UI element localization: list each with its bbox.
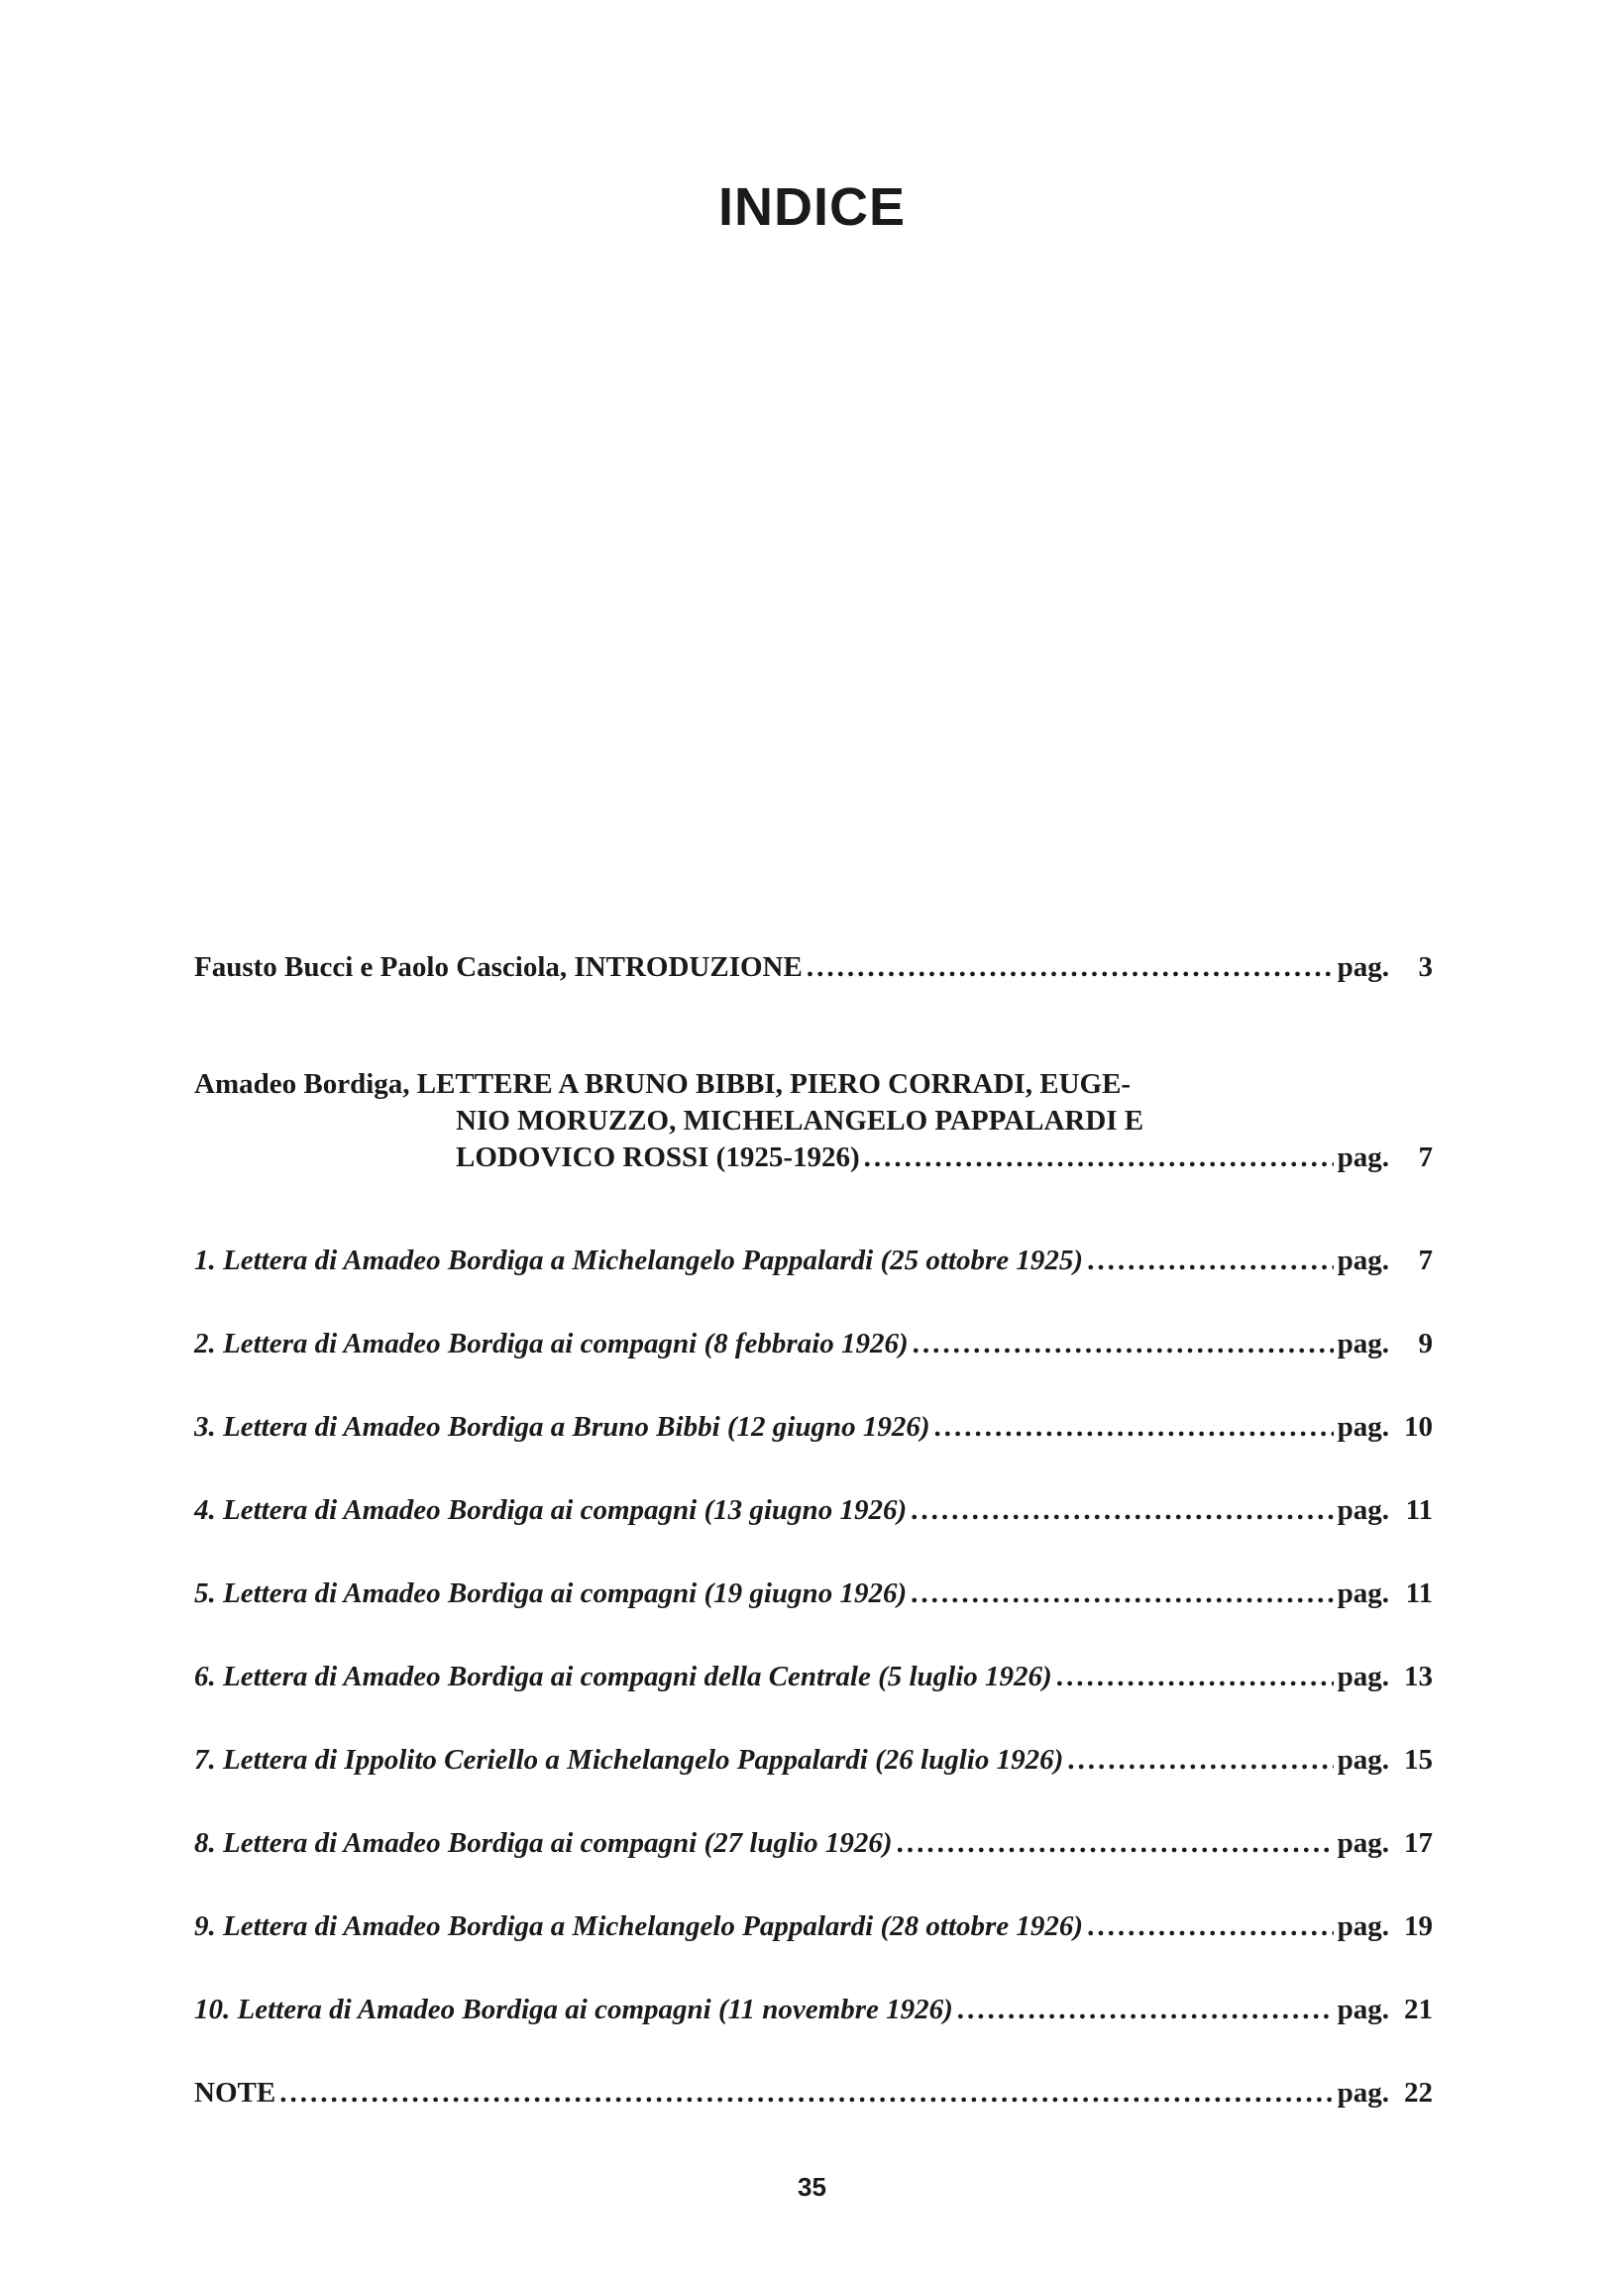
toc-page-ref — [1338, 1825, 1433, 1861]
page-number: 11 — [1405, 1494, 1433, 1526]
pag-label: pag. — [1337, 1328, 1389, 1359]
dot-leader — [1087, 1243, 1334, 1278]
pag-label: pag. — [1337, 1494, 1389, 1526]
toc-entry-introduction — [194, 949, 1433, 985]
page-number: 19 — [1404, 1910, 1433, 1942]
toc-entry — [194, 1492, 1433, 1528]
page-number: 13 — [1404, 1661, 1433, 1692]
toc-entry-text: 4. Lettera di Amadeo Bordiga ai compagni (13 giugno 1926) — [194, 1494, 908, 1526]
toc-page-ref — [1338, 2075, 1433, 2111]
page-number: 7 — [1418, 1245, 1433, 1276]
toc-page-ref — [1338, 949, 1433, 985]
section-heading-line: Amadeo Bordiga, LETTERE A BRUNO BIBBI, PIERO CORRADI, EUGE- — [194, 1068, 1132, 1100]
dot-leader — [807, 949, 1334, 985]
dot-leader — [913, 1326, 1334, 1361]
toc-entry-text: 5. Lettera di Amadeo Bordiga ai compagni (19 giugno 1926) — [194, 1577, 908, 1609]
toc-entry — [194, 1409, 1433, 1445]
dot-leader — [279, 2075, 1333, 2111]
dot-leader — [934, 1409, 1334, 1445]
pag-label: pag. — [1337, 1245, 1389, 1276]
toc-page-ref — [1338, 1992, 1433, 2027]
page-title: INDICE — [717, 177, 906, 237]
pag-label: pag. — [1337, 1910, 1389, 1942]
pag-label: pag. — [1337, 1994, 1389, 2025]
pag-label: pag. — [1337, 951, 1389, 983]
pag-label: pag. — [1337, 1411, 1389, 1443]
page-number: 21 — [1404, 1994, 1433, 2025]
pag-label: pag. — [1337, 1827, 1389, 1859]
toc-page-ref — [1338, 1409, 1433, 1445]
pag-label: pag. — [1337, 1141, 1389, 1173]
toc-entry-text: 7. Lettera di Ippolito Ceriello a Michelangelo Pappalardi (26 luglio 1926) — [194, 1744, 1064, 1776]
page-number: 15 — [1404, 1744, 1433, 1776]
toc-page-ref — [1338, 1908, 1433, 1944]
page-number: 9 — [1418, 1328, 1433, 1359]
toc-entry — [194, 1575, 1433, 1611]
toc-page-ref — [1338, 1243, 1433, 1278]
dot-leader — [1067, 1742, 1333, 1778]
page-number: 3 — [1418, 951, 1433, 983]
page-number: 10 — [1404, 1411, 1433, 1443]
section-heading-line: LODOVICO ROSSI (1925-1926) — [456, 1141, 860, 1173]
toc-entry-text: 6. Lettera di Amadeo Bordiga ai compagni della Centrale (5 luglio 1926) — [194, 1661, 1052, 1692]
page-number: 22 — [1404, 2077, 1433, 2109]
toc-entry — [194, 1742, 1433, 1778]
page-number: 7 — [1418, 1141, 1433, 1173]
toc-entry-text: 3. Lettera di Amadeo Bordiga a Bruno Bibbi (12 giugno 1926) — [194, 1411, 930, 1443]
pag-label: pag. — [1337, 2077, 1389, 2109]
dot-leader — [1056, 1659, 1334, 1694]
toc-entry — [194, 1243, 1433, 1278]
dot-leader — [911, 1492, 1334, 1528]
page-number: 11 — [1405, 1577, 1433, 1609]
toc-page-ref — [1338, 1140, 1433, 1175]
pag-label: pag. — [1337, 1744, 1389, 1776]
toc-page-ref — [1338, 1742, 1433, 1778]
page-number: 17 — [1404, 1827, 1433, 1859]
toc-section-letters — [194, 1066, 1433, 1175]
toc-entry-notes — [194, 2075, 1433, 2111]
toc-page-ref — [1338, 1326, 1433, 1361]
toc-entry — [194, 1825, 1433, 1861]
toc-entry — [194, 1326, 1433, 1361]
section-heading-last-line — [194, 1140, 1433, 1175]
toc-entry-text: 8. Lettera di Amadeo Bordiga ai compagni (27 luglio 1926) — [194, 1827, 893, 1859]
dot-leader — [897, 1825, 1334, 1861]
section-heading-line: NIO MORUZZO, MICHELANGELO PAPPALARDI E — [456, 1105, 1144, 1137]
toc-entry — [194, 1992, 1433, 2027]
toc-entry-text: 2. Lettera di Amadeo Bordiga ai compagni (8 febbraio 1926) — [194, 1328, 909, 1359]
pag-label: pag. — [1337, 1577, 1389, 1609]
toc-entry — [194, 1908, 1433, 1944]
dot-leader — [864, 1140, 1334, 1175]
toc-entry-text: 10. Lettera di Amadeo Bordiga ai compagni (11 novembre 1926) — [194, 1994, 953, 2025]
toc-page-ref — [1338, 1659, 1433, 1694]
page-footer-number: 35 — [798, 2172, 826, 2202]
toc-entry-text: Fausto Bucci e Paolo Casciola, INTRODUZIONE — [194, 951, 803, 983]
toc-entry-text: 1. Lettera di Amadeo Bordiga a Michelangelo Pappalardi (25 ottobre 1925) — [194, 1245, 1084, 1276]
toc-entry-text: 9. Lettera di Amadeo Bordiga a Michelangelo Pappalardi (28 ottobre 1926) — [194, 1910, 1084, 1942]
toc-entry — [194, 1659, 1433, 1694]
toc-page-ref — [1338, 1492, 1433, 1528]
dot-leader — [1087, 1908, 1334, 1944]
pag-label: pag. — [1337, 1661, 1389, 1692]
toc-entry-text: NOTE — [194, 2077, 276, 2109]
dot-leader — [957, 1992, 1334, 2027]
toc-page-ref — [1338, 1575, 1433, 1611]
dot-leader — [911, 1575, 1334, 1611]
